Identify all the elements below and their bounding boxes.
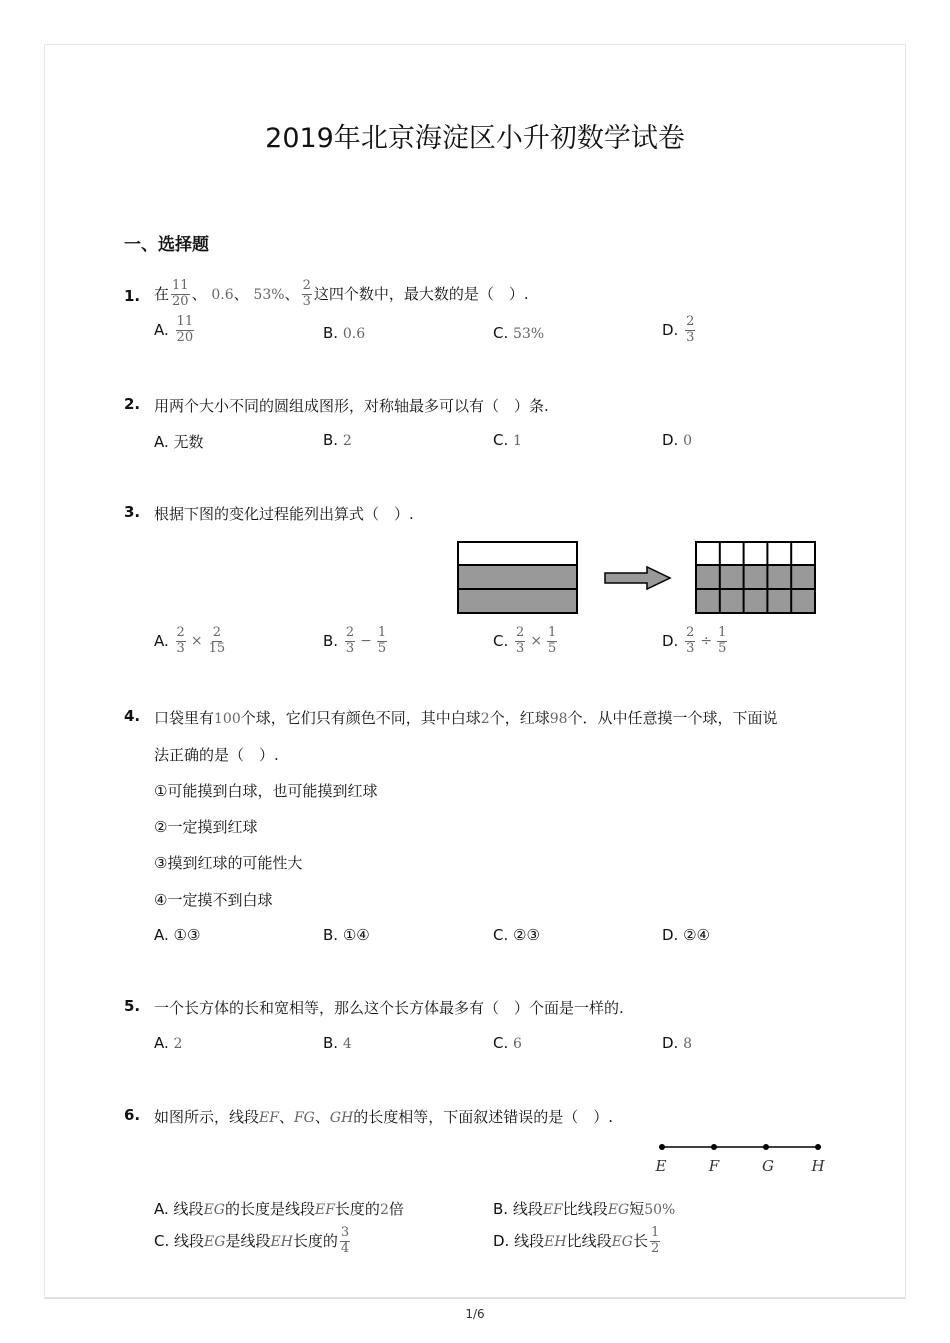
q4-statement-2: ②一定摸到红球 [154, 818, 258, 836]
q4-option-b[interactable]: B. ①④ [323, 926, 370, 944]
q1-option-d[interactable]: D. $\frac{2}{3}$ [662, 314, 695, 345]
q6-point-f [711, 1144, 717, 1150]
q2-option-b[interactable]: B. 2 [323, 431, 352, 449]
q2-option-c[interactable]: C. 1 [493, 431, 522, 449]
question-6-number: 6. [124, 1106, 141, 1124]
q3-arrow-icon [605, 567, 670, 589]
section-heading: 一、选择题 [124, 235, 209, 255]
q1-post: 这四个数中，最大数的是（ ）. [313, 284, 529, 303]
q1-pre: 在 [154, 284, 170, 303]
q1-option-c[interactable]: C. 53% [493, 324, 545, 342]
q1-value-0.6: 0.6 [211, 286, 234, 303]
q4-statement-3: ③摸到红球的可能性大 [154, 854, 303, 872]
q1-value-53: 53% [253, 286, 285, 303]
q5-option-a[interactable]: A. 2 [154, 1034, 183, 1052]
q3-option-d[interactable]: D. $\frac{2}{3}$ ÷ $\frac{1}{5}$ [662, 625, 727, 656]
q6-option-b[interactable]: B. 线段EF比线段EG短50% [493, 1200, 676, 1218]
q1-frac-2-3: $\frac{2}{3}$ [302, 278, 311, 309]
footer-divider [44, 1298, 906, 1299]
q3-option-b[interactable]: B. $\frac{2}{3}$ − $\frac{1}{5}$ [323, 625, 387, 656]
q4-option-c[interactable]: C. ②③ [493, 926, 540, 944]
q6-point-g [763, 1144, 769, 1150]
question-4-stem: 口袋里有100个球，它们只有颜色不同，其中白球2个，红球98个．从中任意摸一个球，下面说 [154, 709, 778, 727]
q6-option-a[interactable]: A. 线段EG的长度是线段EF长度的2倍 [154, 1200, 404, 1218]
question-5-number: 5. [124, 997, 141, 1015]
question-1-number: 1. [124, 287, 141, 305]
q6-label-h: H [811, 1157, 825, 1175]
q2-option-a[interactable]: A. 无数 [154, 433, 204, 451]
page-title: 2019年北京海淀区小升初数学试卷 [265, 123, 685, 154]
q3-left-rectangle [458, 542, 577, 613]
q6-label-e: E [655, 1157, 667, 1175]
q6-label-g: G [762, 1157, 774, 1175]
question-2-stem: 用两个大小不同的圆组成图形，对称轴最多可以有（ ）条. [154, 397, 549, 415]
question-5-stem: 一个长方体的长和宽相等，那么这个长方体最多有（ ）个面是一样的. [154, 999, 624, 1017]
q3-option-c[interactable]: C. $\frac{2}{3}$ × $\frac{1}{5}$ [493, 625, 557, 656]
q6-option-c[interactable]: C. 线段EG是线段EH长度的 $\frac{3}{4}$ [154, 1225, 350, 1256]
question-4-number: 4. [124, 707, 141, 725]
question-2-number: 2. [124, 395, 141, 413]
q3-option-a[interactable]: A. $\frac{2}{3}$ × $\frac{2}{15}$ [154, 625, 226, 656]
q6-point-h [815, 1144, 821, 1150]
question-1-stem: 在 $\frac{11}{20}$ 、 0.6、 53%、 $\frac{2}{3}$ 这四个数中，最大数的是（ ）. [154, 278, 529, 309]
question-4-stem-line2: 法正确的是（ ）. [154, 746, 279, 764]
q3-figure [455, 540, 820, 616]
q1-option-a[interactable]: A. $\frac{11}{20}$ [154, 314, 194, 345]
q5-option-d[interactable]: D. 8 [662, 1034, 693, 1052]
question-3-stem: 根据下图的变化过程能列出算式（ ）. [154, 505, 414, 523]
question-3-number: 3. [124, 503, 141, 521]
q6-line-figure [648, 1140, 830, 1176]
q5-option-b[interactable]: B. 4 [323, 1034, 352, 1052]
q4-option-d[interactable]: D. ②④ [662, 926, 711, 944]
q5-option-c[interactable]: C. 6 [493, 1034, 522, 1052]
q6-option-d[interactable]: D. 线段EH比线段EG长 $\frac{1}{2}$ [493, 1225, 660, 1256]
q3-right-grid [696, 542, 815, 613]
q6-label-f: F [708, 1157, 720, 1175]
q4-option-a[interactable]: A. ①③ [154, 926, 201, 944]
question-6-stem: 如图所示，线段EF、FG、GH的长度相等，下面叙述错误的是（ ）. [154, 1108, 614, 1126]
q1-frac-11-20: $\frac{11}{20}$ [172, 278, 189, 309]
q6-point-e [659, 1144, 665, 1150]
q1-option-b[interactable]: B. 0.6 [323, 324, 366, 342]
q2-option-d[interactable]: D. 0 [662, 431, 693, 449]
q4-statement-1: ①可能摸到白球，也可能摸到红球 [154, 782, 378, 800]
page-number: 1/6 [465, 1307, 485, 1321]
q4-statement-4: ④一定摸不到白球 [154, 891, 273, 909]
